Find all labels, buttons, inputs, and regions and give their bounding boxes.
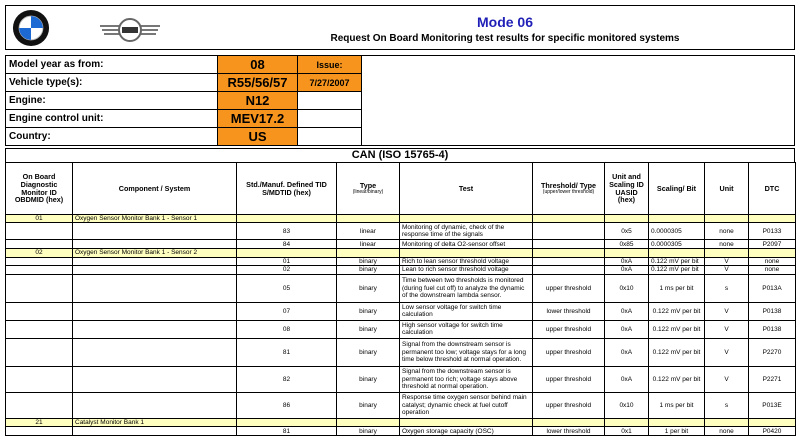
cell-uasid: 0x10 xyxy=(605,392,649,418)
cell-threshold: lower threshold xyxy=(533,302,605,320)
cell-unit: V xyxy=(705,266,749,274)
cell-unit: s xyxy=(705,274,749,302)
table-row xyxy=(6,338,796,366)
cell-threshold: lower threshold xyxy=(533,427,605,436)
cell-uasid: 0xA xyxy=(605,320,649,338)
cell-scaling: 1 ms per bit xyxy=(649,274,705,302)
cell-tid: 08 xyxy=(237,320,337,338)
cell-dtc: P2097 xyxy=(749,240,796,249)
vehicle-type-value: R55/56/57 xyxy=(218,74,298,92)
section-row xyxy=(6,418,796,426)
cell-type: binary xyxy=(337,427,400,436)
ecu-label: Engine control unit: xyxy=(6,110,218,128)
col-unit: Unit xyxy=(705,163,749,215)
cell-tid: 01 xyxy=(237,257,337,265)
cell-unit: none xyxy=(705,223,749,240)
cell-threshold: upper threshold xyxy=(533,338,605,366)
table-row xyxy=(6,274,796,302)
cell-threshold: upper threshold xyxy=(533,392,605,418)
col-type-sub: (linear/binary) xyxy=(352,188,384,195)
cell-tid: 86 xyxy=(237,392,337,418)
can-protocol-title: CAN (ISO 15765-4) xyxy=(5,148,795,162)
section-component: Catalyst Monitor Bank 1 xyxy=(73,418,237,426)
vehicle-type-label: Vehicle type(s): xyxy=(6,74,218,92)
cell-scaling: 0.0000305 xyxy=(649,223,705,240)
info-empty-cell xyxy=(298,128,362,146)
cell-scaling: 1 ms per bit xyxy=(649,392,705,418)
cell-uasid: 0x10 xyxy=(605,274,649,302)
cell-type: linear xyxy=(337,223,400,240)
table-row xyxy=(6,240,796,249)
cell-dtc: P013E xyxy=(749,392,796,418)
info-empty-cell xyxy=(298,92,362,110)
col-dtc: DTC xyxy=(749,163,796,215)
model-year-row xyxy=(6,56,795,74)
table-row xyxy=(6,427,796,436)
cell-test: Oxygen storage capacity (OSC) xyxy=(400,427,533,436)
page-subtitle: Request On Board Monitoring test results for specific monitored systems xyxy=(330,33,680,44)
cell-test: Low sensor voltage for switch time calculation xyxy=(400,302,533,320)
cell-uasid: 0xA xyxy=(605,257,649,265)
cell-unit: V xyxy=(705,366,749,392)
col-threshold-label: Threshold/ Type xyxy=(541,181,596,191)
cell-scaling: 0.122 mV per bit xyxy=(649,338,705,366)
cell-type: binary xyxy=(337,338,400,366)
section-obdmid: 01 xyxy=(6,215,73,223)
cell-scaling: 0.122 mV per bit xyxy=(649,257,705,265)
cell-threshold xyxy=(533,240,605,249)
cell-uasid: 0x85 xyxy=(605,240,649,249)
vehicle-info-table xyxy=(5,55,795,146)
cell-test: Monitoring of dynamic, check of the response time of the signals xyxy=(400,223,533,240)
table-row xyxy=(6,320,796,338)
info-blank-area xyxy=(362,56,795,146)
page-header xyxy=(5,5,795,50)
cell-tid: 02 xyxy=(237,266,337,274)
engine-label: Engine: xyxy=(6,92,218,110)
col-tid: Std./Manuf. Defined TID S/MDTID (hex) xyxy=(237,163,337,215)
col-type-label: Type xyxy=(359,181,377,191)
info-empty-cell xyxy=(298,110,362,128)
cell-tid: 07 xyxy=(237,302,337,320)
cell-scaling: 0.122 mV per bit xyxy=(649,366,705,392)
cell-dtc: P2271 xyxy=(749,366,796,392)
cell-threshold: upper threshold xyxy=(533,320,605,338)
section-component: Oxygen Sensor Monitor Bank 1 - Sensor 2 xyxy=(73,249,237,257)
cell-type: binary xyxy=(337,392,400,418)
cell-test: Response time oxygen sensor behind main catalyst; dynamic check at fuel cutoff operation xyxy=(400,392,533,418)
cell-tid: 83 xyxy=(237,223,337,240)
cell-type: linear xyxy=(337,240,400,249)
cell-type: binary xyxy=(337,266,400,274)
cell-dtc: P0133 xyxy=(749,223,796,240)
issue-value: 7/27/2007 xyxy=(298,74,362,92)
cell-test: Signal from the downstream sensor is permanent too low; voltage stays for a long time below threshold at normal operation. xyxy=(400,338,533,366)
cell-dtc: P0420 xyxy=(749,427,796,436)
cell-unit: V xyxy=(705,320,749,338)
cell-threshold xyxy=(533,266,605,274)
cell-unit: s xyxy=(705,392,749,418)
cell-type: binary xyxy=(337,320,400,338)
cell-threshold: upper threshold xyxy=(533,366,605,392)
cell-tid: 81 xyxy=(237,338,337,366)
table-header-row xyxy=(6,163,796,215)
cell-tid: 82 xyxy=(237,366,337,392)
engine-value: N12 xyxy=(218,92,298,110)
cell-dtc: none xyxy=(749,257,796,265)
section-obdmid: 21 xyxy=(6,418,73,426)
table-row xyxy=(6,366,796,392)
cell-scaling: 0.122 mV per bit xyxy=(649,302,705,320)
monitor-table xyxy=(5,162,796,436)
cell-unit: none xyxy=(705,240,749,249)
cell-tid: 84 xyxy=(237,240,337,249)
table-row xyxy=(6,223,796,240)
cell-unit: V xyxy=(705,257,749,265)
cell-unit: none xyxy=(705,427,749,436)
cell-dtc: P0138 xyxy=(749,302,796,320)
col-uasid: Unit and Scaling ID UASID (hex) xyxy=(605,163,649,215)
table-row xyxy=(6,266,796,274)
page-title: Mode 06 xyxy=(476,14,533,30)
cell-unit: V xyxy=(705,338,749,366)
cell-dtc: P2270 xyxy=(749,338,796,366)
section-row xyxy=(6,249,796,257)
cell-test: High sensor voltage for switch time calculation xyxy=(400,320,533,338)
table-row xyxy=(6,257,796,265)
cell-uasid: 0x5 xyxy=(605,223,649,240)
cell-test: Signal from the downstream sensor is permanent too rich; voltage stays above threshold at normal operation. xyxy=(400,366,533,392)
country-label: Country: xyxy=(6,128,218,146)
cell-uasid: 0xA xyxy=(605,338,649,366)
ecu-value: MEV17.2 xyxy=(218,110,298,128)
cell-scaling: 1 per bit xyxy=(649,427,705,436)
section-component: Oxygen Sensor Monitor Bank 1 - Sensor 1 xyxy=(73,215,237,223)
cell-test: Time between two thresholds is monitored (during fuel cut off) to analyze the dynamic of the downstream lambda sensor. xyxy=(400,274,533,302)
cell-threshold xyxy=(533,257,605,265)
cell-scaling: 0.0000305 xyxy=(649,240,705,249)
cell-dtc: none xyxy=(749,266,796,274)
col-threshold-sub: (upper/lower threshold) xyxy=(542,188,595,195)
cell-threshold: upper threshold xyxy=(533,274,605,302)
cell-threshold xyxy=(533,223,605,240)
cell-test: Rich to lean sensor threshold voltage xyxy=(400,257,533,265)
model-year-label: Model year as from: xyxy=(6,56,218,74)
cell-tid: 05 xyxy=(237,274,337,302)
cell-tid: 81 xyxy=(237,427,337,436)
col-threshold xyxy=(533,163,605,215)
cell-dtc: P0138 xyxy=(749,320,796,338)
col-obdmid: On Board Diagnostic Monitor ID OBDMID (hex) xyxy=(6,163,73,215)
col-test: Test xyxy=(400,163,533,215)
cell-type: binary xyxy=(337,302,400,320)
cell-uasid: 0xA xyxy=(605,266,649,274)
model-year-value: 08 xyxy=(218,56,298,74)
country-value: US xyxy=(218,128,298,146)
col-type xyxy=(337,163,400,215)
cell-uasid: 0xA xyxy=(605,302,649,320)
cell-uasid: 0xA xyxy=(605,366,649,392)
cell-uasid: 0x1 xyxy=(605,427,649,436)
cell-type: binary xyxy=(337,257,400,265)
col-component: Component / System xyxy=(73,163,237,215)
section-row xyxy=(6,215,796,223)
table-row xyxy=(6,392,796,418)
cell-type: binary xyxy=(337,366,400,392)
cell-scaling: 0.122 mV per bit xyxy=(649,320,705,338)
section-obdmid: 02 xyxy=(6,249,73,257)
col-scaling: Scaling/ Bit xyxy=(649,163,705,215)
table-row xyxy=(6,302,796,320)
cell-type: binary xyxy=(337,274,400,302)
issue-label: Issue: xyxy=(298,56,362,74)
cell-test: Monitoring of delta O2-sensor offset xyxy=(400,240,533,249)
cell-test: Lean to rich sensor threshold voltage xyxy=(400,266,533,274)
cell-dtc: P013A xyxy=(749,274,796,302)
cell-scaling: 0.122 mV per bit xyxy=(649,266,705,274)
cell-unit: V xyxy=(705,302,749,320)
